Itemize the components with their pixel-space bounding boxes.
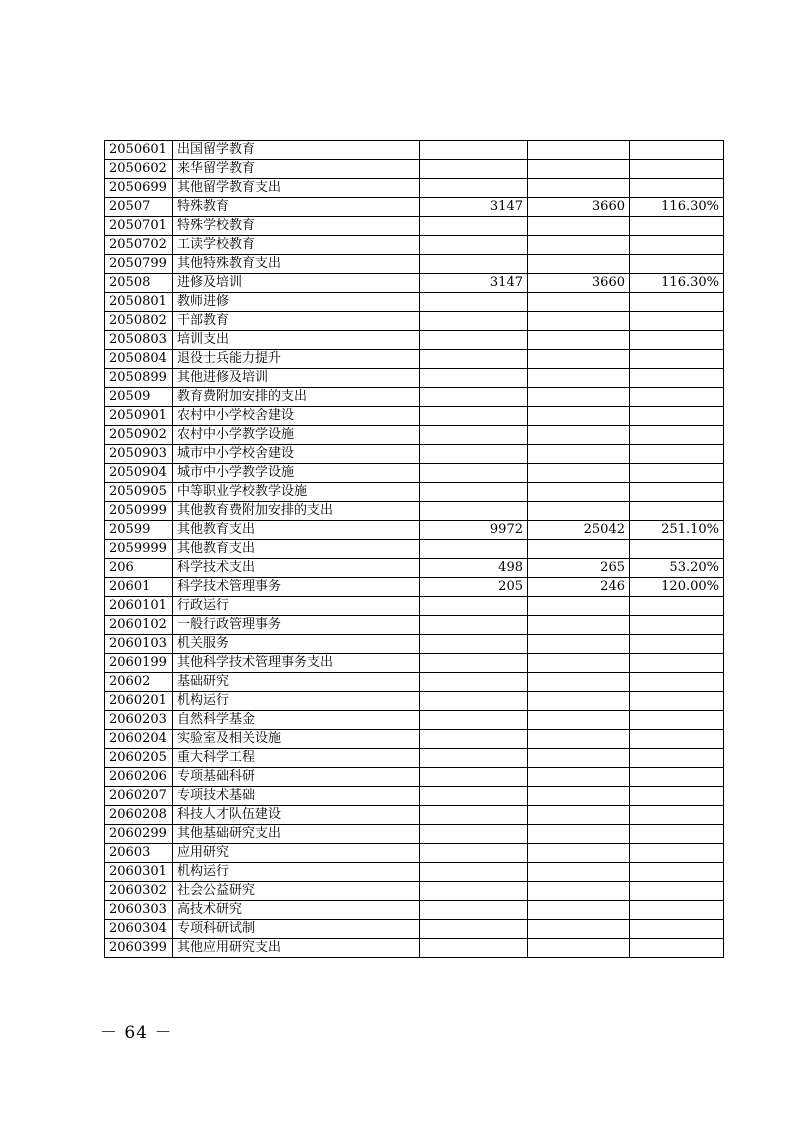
value-cell-2 <box>528 426 630 445</box>
table-row <box>105 673 724 692</box>
code-cell: 2050899 <box>105 369 173 388</box>
value-cell-2 <box>528 293 630 312</box>
percent-cell <box>630 312 724 331</box>
value-cell-2 <box>528 730 630 749</box>
table-row <box>105 236 724 255</box>
value-cell-2 <box>528 369 630 388</box>
name-cell: 其他基础研究支出 <box>173 825 420 844</box>
percent-cell: 116.30% <box>630 198 724 217</box>
name-cell: 特殊教育 <box>173 198 420 217</box>
code-cell: 2060304 <box>105 920 173 939</box>
table-row <box>105 901 724 920</box>
table-row <box>105 559 724 578</box>
name-cell: 培训支出 <box>173 331 420 350</box>
value-cell-2 <box>528 388 630 407</box>
percent-cell <box>630 787 724 806</box>
code-cell: 2050702 <box>105 236 173 255</box>
name-cell: 机构运行 <box>173 692 420 711</box>
name-cell: 其他留学教育支出 <box>173 179 420 198</box>
percent-cell <box>630 635 724 654</box>
name-cell: 城市中小学教学设施 <box>173 464 420 483</box>
code-cell: 2050801 <box>105 293 173 312</box>
code-cell: 2060201 <box>105 692 173 711</box>
code-cell: 2060301 <box>105 863 173 882</box>
name-cell: 其他教育支出 <box>173 540 420 559</box>
value-cell-2 <box>528 901 630 920</box>
percent-cell <box>630 369 724 388</box>
name-cell: 专项技术基础 <box>173 787 420 806</box>
value-cell-1: 205 <box>420 578 528 597</box>
table-row <box>105 654 724 673</box>
percent-cell <box>630 483 724 502</box>
value-cell-1 <box>420 920 528 939</box>
name-cell: 出国留学教育 <box>173 141 420 160</box>
name-cell: 其他教育费附加安排的支出 <box>173 502 420 521</box>
name-cell: 特殊学校教育 <box>173 217 420 236</box>
table-row <box>105 312 724 331</box>
code-cell: 2060303 <box>105 901 173 920</box>
value-cell-1 <box>420 635 528 654</box>
value-cell-1 <box>420 236 528 255</box>
table-row <box>105 749 724 768</box>
percent-cell <box>630 179 724 198</box>
name-cell: 教师进修 <box>173 293 420 312</box>
code-cell: 20507 <box>105 198 173 217</box>
table-row <box>105 445 724 464</box>
table-row <box>105 806 724 825</box>
percent-cell <box>630 160 724 179</box>
table-row <box>105 369 724 388</box>
percent-cell <box>630 350 724 369</box>
code-cell: 2050601 <box>105 141 173 160</box>
value-cell-1 <box>420 901 528 920</box>
percent-cell <box>630 540 724 559</box>
value-cell-2 <box>528 141 630 160</box>
code-cell: 2059999 <box>105 540 173 559</box>
percent-cell <box>630 711 724 730</box>
value-cell-2: 3660 <box>528 274 630 293</box>
value-cell-2 <box>528 825 630 844</box>
table-row <box>105 711 724 730</box>
value-cell-1 <box>420 806 528 825</box>
table-row <box>105 502 724 521</box>
value-cell-1 <box>420 654 528 673</box>
percent-cell <box>630 654 724 673</box>
table-row <box>105 293 724 312</box>
percent-cell <box>630 217 724 236</box>
table-row <box>105 616 724 635</box>
value-cell-1 <box>420 787 528 806</box>
value-cell-2 <box>528 768 630 787</box>
code-cell: 20508 <box>105 274 173 293</box>
value-cell-1 <box>420 312 528 331</box>
percent-cell <box>630 825 724 844</box>
value-cell-2 <box>528 863 630 882</box>
code-cell: 2060205 <box>105 749 173 768</box>
value-cell-1 <box>420 179 528 198</box>
code-cell: 2050905 <box>105 483 173 502</box>
name-cell: 退役士兵能力提升 <box>173 350 420 369</box>
code-cell: 2050799 <box>105 255 173 274</box>
value-cell-2: 265 <box>528 559 630 578</box>
value-cell-2 <box>528 787 630 806</box>
percent-cell <box>630 331 724 350</box>
code-cell: 2050902 <box>105 426 173 445</box>
value-cell-1 <box>420 445 528 464</box>
code-cell: 2050602 <box>105 160 173 179</box>
value-cell-2 <box>528 635 630 654</box>
percent-cell <box>630 920 724 939</box>
value-cell-2 <box>528 502 630 521</box>
name-cell: 其他科学技术管理事务支出 <box>173 654 420 673</box>
percent-cell <box>630 863 724 882</box>
percent-cell <box>630 236 724 255</box>
value-cell-2 <box>528 331 630 350</box>
name-cell: 其他应用研究支出 <box>173 939 420 958</box>
value-cell-1 <box>420 217 528 236</box>
table-row <box>105 483 724 502</box>
code-cell: 2060302 <box>105 882 173 901</box>
name-cell: 来华留学教育 <box>173 160 420 179</box>
value-cell-2: 3660 <box>528 198 630 217</box>
code-cell: 2050904 <box>105 464 173 483</box>
table-row <box>105 160 724 179</box>
code-cell: 20509 <box>105 388 173 407</box>
table-row <box>105 255 724 274</box>
value-cell-2 <box>528 160 630 179</box>
percent-cell <box>630 939 724 958</box>
code-cell: 2060101 <box>105 597 173 616</box>
value-cell-2 <box>528 407 630 426</box>
name-cell: 农村中小学校舍建设 <box>173 407 420 426</box>
value-cell-1 <box>420 464 528 483</box>
name-cell: 实验室及相关设施 <box>173 730 420 749</box>
percent-cell <box>630 882 724 901</box>
name-cell: 一般行政管理事务 <box>173 616 420 635</box>
table-row <box>105 350 724 369</box>
name-cell: 自然科学基金 <box>173 711 420 730</box>
name-cell: 其他特殊教育支出 <box>173 255 420 274</box>
code-cell: 2060299 <box>105 825 173 844</box>
percent-cell <box>630 141 724 160</box>
value-cell-1 <box>420 863 528 882</box>
value-cell-1 <box>420 882 528 901</box>
code-cell: 2050802 <box>105 312 173 331</box>
code-cell: 2060204 <box>105 730 173 749</box>
value-cell-1 <box>420 730 528 749</box>
value-cell-2 <box>528 920 630 939</box>
value-cell-2 <box>528 312 630 331</box>
code-cell: 20602 <box>105 673 173 692</box>
code-cell: 20603 <box>105 844 173 863</box>
percent-cell <box>630 844 724 863</box>
code-cell: 2060206 <box>105 768 173 787</box>
percent-cell <box>630 502 724 521</box>
value-cell-2 <box>528 217 630 236</box>
name-cell: 社会公益研究 <box>173 882 420 901</box>
code-cell: 2050903 <box>105 445 173 464</box>
value-cell-1 <box>420 160 528 179</box>
table-row <box>105 198 724 217</box>
table-row <box>105 768 724 787</box>
percent-cell <box>630 768 724 787</box>
value-cell-1: 9972 <box>420 521 528 540</box>
value-cell-2 <box>528 692 630 711</box>
percent-cell: 53.20% <box>630 559 724 578</box>
value-cell-1 <box>420 293 528 312</box>
value-cell-1 <box>420 141 528 160</box>
table-row <box>105 407 724 426</box>
name-cell: 专项科研试制 <box>173 920 420 939</box>
percent-cell <box>630 730 724 749</box>
code-cell: 2060399 <box>105 939 173 958</box>
table-row <box>105 863 724 882</box>
percent-cell <box>630 407 724 426</box>
value-cell-2 <box>528 749 630 768</box>
value-cell-2 <box>528 445 630 464</box>
name-cell: 其他进修及培训 <box>173 369 420 388</box>
name-cell: 行政运行 <box>173 597 420 616</box>
percent-cell <box>630 255 724 274</box>
value-cell-1 <box>420 844 528 863</box>
value-cell-2: 25042 <box>528 521 630 540</box>
name-cell: 机关服务 <box>173 635 420 654</box>
percent-cell <box>630 388 724 407</box>
value-cell-2 <box>528 806 630 825</box>
value-cell-1 <box>420 692 528 711</box>
value-cell-1 <box>420 749 528 768</box>
value-cell-1: 3147 <box>420 198 528 217</box>
value-cell-1 <box>420 255 528 274</box>
code-cell: 2060208 <box>105 806 173 825</box>
value-cell-2 <box>528 882 630 901</box>
value-cell-1 <box>420 597 528 616</box>
percent-cell <box>630 616 724 635</box>
value-cell-1 <box>420 673 528 692</box>
name-cell: 专项基础科研 <box>173 768 420 787</box>
value-cell-2 <box>528 711 630 730</box>
value-cell-1: 3147 <box>420 274 528 293</box>
name-cell: 高技术研究 <box>173 901 420 920</box>
table-row <box>105 730 724 749</box>
value-cell-2 <box>528 673 630 692</box>
code-cell: 2060203 <box>105 711 173 730</box>
percent-cell <box>630 426 724 445</box>
value-cell-1 <box>420 540 528 559</box>
table-row <box>105 426 724 445</box>
table-row <box>105 578 724 597</box>
name-cell: 科学技术管理事务 <box>173 578 420 597</box>
code-cell: 2060207 <box>105 787 173 806</box>
value-cell-1 <box>420 331 528 350</box>
value-cell-1 <box>420 407 528 426</box>
value-cell-1 <box>420 825 528 844</box>
name-cell: 农村中小学教学设施 <box>173 426 420 445</box>
table-row <box>105 540 724 559</box>
percent-cell <box>630 597 724 616</box>
budget-table <box>104 140 724 958</box>
name-cell: 城市中小学校舍建设 <box>173 445 420 464</box>
table-row <box>105 141 724 160</box>
name-cell: 进修及培训 <box>173 274 420 293</box>
value-cell-2 <box>528 654 630 673</box>
value-cell-2 <box>528 616 630 635</box>
value-cell-1 <box>420 616 528 635</box>
name-cell: 工读学校教育 <box>173 236 420 255</box>
value-cell-1 <box>420 768 528 787</box>
value-cell-2 <box>528 844 630 863</box>
value-cell-2 <box>528 597 630 616</box>
table-row <box>105 388 724 407</box>
value-cell-2 <box>528 483 630 502</box>
name-cell: 中等职业学校教学设施 <box>173 483 420 502</box>
value-cell-1 <box>420 502 528 521</box>
name-cell: 重大科学工程 <box>173 749 420 768</box>
code-cell: 2050804 <box>105 350 173 369</box>
value-cell-2 <box>528 350 630 369</box>
percent-cell <box>630 749 724 768</box>
name-cell: 应用研究 <box>173 844 420 863</box>
name-cell: 科学技术支出 <box>173 559 420 578</box>
value-cell-2: 246 <box>528 578 630 597</box>
code-cell: 2050999 <box>105 502 173 521</box>
value-cell-2 <box>528 179 630 198</box>
value-cell-2 <box>528 255 630 274</box>
name-cell: 科技人才队伍建设 <box>173 806 420 825</box>
table-row <box>105 331 724 350</box>
table-row <box>105 692 724 711</box>
table-row <box>105 939 724 958</box>
code-cell: 20601 <box>105 578 173 597</box>
code-cell: 2050699 <box>105 179 173 198</box>
percent-cell: 116.30% <box>630 274 724 293</box>
table-row <box>105 825 724 844</box>
value-cell-2 <box>528 540 630 559</box>
percent-cell: 251.10% <box>630 521 724 540</box>
value-cell-1 <box>420 483 528 502</box>
value-cell-2 <box>528 236 630 255</box>
table-row <box>105 217 724 236</box>
value-cell-1 <box>420 426 528 445</box>
name-cell: 基础研究 <box>173 673 420 692</box>
value-cell-1 <box>420 711 528 730</box>
value-cell-1 <box>420 939 528 958</box>
table-row <box>105 464 724 483</box>
percent-cell <box>630 806 724 825</box>
value-cell-1 <box>420 350 528 369</box>
code-cell: 2050701 <box>105 217 173 236</box>
value-cell-2 <box>528 464 630 483</box>
code-cell: 2060102 <box>105 616 173 635</box>
percent-cell <box>630 445 724 464</box>
name-cell: 其他教育支出 <box>173 521 420 540</box>
table-row <box>105 882 724 901</box>
table-row <box>105 635 724 654</box>
percent-cell: 120.00% <box>630 578 724 597</box>
table-row <box>105 521 724 540</box>
name-cell: 教育费附加安排的支出 <box>173 388 420 407</box>
value-cell-1 <box>420 388 528 407</box>
table-row <box>105 844 724 863</box>
value-cell-1: 498 <box>420 559 528 578</box>
table-row <box>105 787 724 806</box>
percent-cell <box>630 293 724 312</box>
value-cell-2 <box>528 939 630 958</box>
value-cell-1 <box>420 369 528 388</box>
page-number: － 64 － <box>100 1023 173 1043</box>
name-cell: 干部教育 <box>173 312 420 331</box>
table-row <box>105 920 724 939</box>
code-cell: 20599 <box>105 521 173 540</box>
code-cell: 2050901 <box>105 407 173 426</box>
name-cell: 机构运行 <box>173 863 420 882</box>
percent-cell <box>630 464 724 483</box>
code-cell: 2060103 <box>105 635 173 654</box>
table-body <box>105 141 724 958</box>
table-row <box>105 597 724 616</box>
code-cell: 2060199 <box>105 654 173 673</box>
table-row <box>105 274 724 293</box>
code-cell: 2050803 <box>105 331 173 350</box>
code-cell: 206 <box>105 559 173 578</box>
percent-cell <box>630 673 724 692</box>
percent-cell <box>630 901 724 920</box>
percent-cell <box>630 692 724 711</box>
table-row <box>105 179 724 198</box>
